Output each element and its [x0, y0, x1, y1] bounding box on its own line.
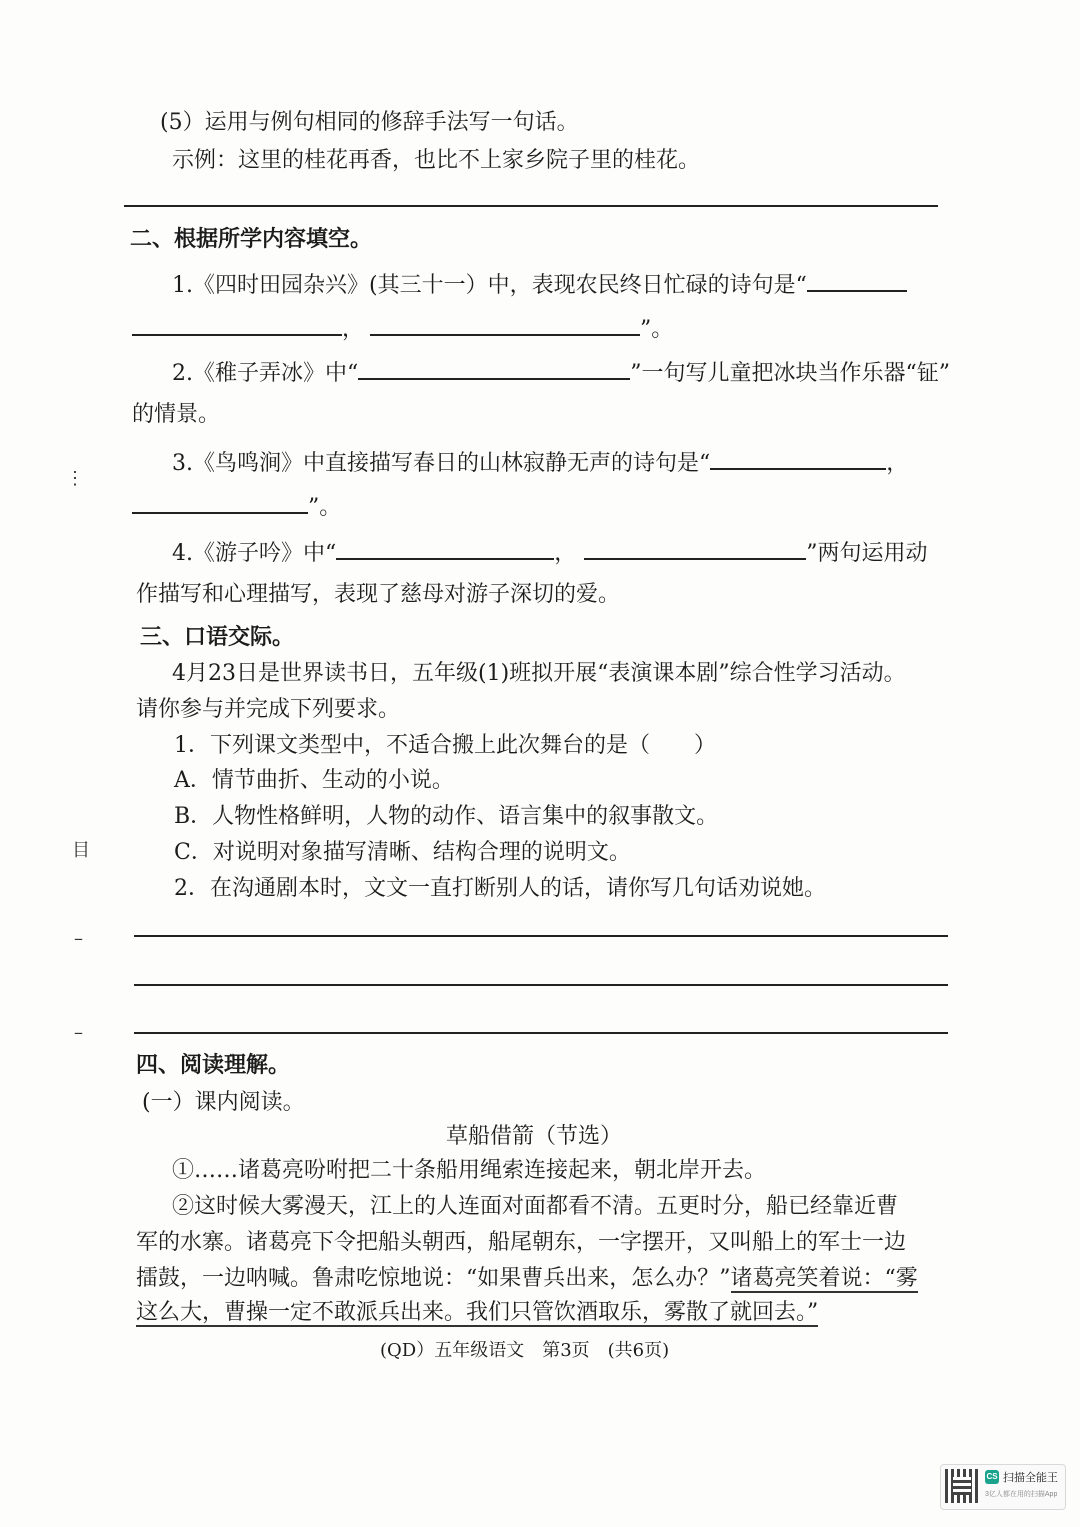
part2-q3-text [172, 446, 908, 479]
passage-paragraph-2-line-2: 军的水寨。诸葛亮下令把船头朝西，船尾朝东，一字摆开，又叫船上的军士一边 [136, 1230, 907, 1255]
passage-paragraph-2-line-4 [136, 1298, 818, 1328]
section-2-heading: 二、根据所学内容填空。 [130, 226, 373, 252]
part2-q1-text [172, 268, 907, 301]
part3-option-c: C．对说明对象描写清晰、结构合理的说明文。 [174, 840, 631, 865]
passage-title: 草船借箭（节选） [446, 1124, 623, 1149]
answer-line[interactable] [134, 935, 948, 937]
answer-line[interactable] [134, 984, 948, 986]
q3-prompt: 3.《鸟鸣涧》中直接描写春日的山林寂静无声的诗句是“ [172, 451, 711, 476]
q4-blank-1[interactable] [336, 536, 554, 560]
section-4-sub-heading: (一）课内阅读。 [142, 1090, 305, 1115]
q4-blank-2[interactable] [584, 536, 806, 560]
underlined-sentence: 诸葛亮笑着说：“雾 [730, 1266, 918, 1291]
q2-prompt-cont: ”一句写儿童把冰块当作乐器“钲” [630, 361, 950, 386]
passage-paragraph-2-line-3 [136, 1264, 918, 1294]
q4-prompt-cont: ”两句运用动 [806, 541, 928, 566]
q3-blank-2[interactable] [132, 490, 308, 514]
margin-dots: ⋮ [66, 468, 84, 489]
q3-blank-1[interactable] [710, 446, 886, 470]
q3-comma: ， [886, 451, 909, 476]
q1-end: ”。 [640, 317, 674, 342]
part3-q2: 2．在沟通剧本时，文文一直打断别人的话，请你写几句话劝说她。 [174, 876, 826, 901]
part2-q2-line2: 的情景。 [132, 402, 221, 427]
q2-blank[interactable] [358, 356, 630, 380]
part3-intro-2: 请你参与并完成下列要求。 [136, 697, 401, 722]
section-3-heading: 三、口语交际。 [140, 624, 295, 650]
q2-prompt: 2.《稚子弄冰》中“ [172, 361, 359, 386]
part2-q4-text [172, 536, 928, 569]
part3-intro-1: 4月23日是世界读书日，五年级(1)班拟开展“表演课本剧”综合性学习活动。 [172, 661, 906, 686]
q4-prompt: 4.《游子吟》中“ [172, 541, 337, 566]
passage-text: 擂鼓，一边呐喊。鲁肃吃惊地说：“如果曹兵出来，怎么办？” [136, 1266, 731, 1291]
q1-comma: ， [342, 317, 365, 342]
part3-q1: 1．下列课文类型中，不适合搬上此次舞台的是（ ） [174, 733, 716, 758]
answer-line[interactable] [124, 205, 938, 207]
q4-comma: ， [554, 541, 577, 566]
answer-line[interactable] [134, 1032, 948, 1034]
section-4-heading: 四、阅读理解。 [136, 1052, 291, 1078]
q1-blank-1[interactable] [807, 268, 907, 292]
part2-q1-line2 [132, 312, 673, 345]
question-5-example: 示例：这里的桂花再香，也比不上家乡院子里的桂花。 [172, 148, 701, 173]
camscanner-logo-icon: CS [985, 1470, 999, 1484]
q3-end: ”。 [308, 495, 342, 520]
page-footer: (QD）五年级语文 第3页 (共6页) [380, 1340, 670, 1361]
margin-dash: – [74, 928, 83, 949]
passage-paragraph-2-line-1: ②这时候大雾漫天，江上的人连面对面都看不清。五更时分，船已经靠近曹 [172, 1194, 899, 1219]
part2-q3-line2 [132, 490, 341, 523]
scanner-watermark [940, 1464, 1066, 1510]
underlined-sentence: 这么大，曹操一定不敢派兵出来。我们只管饮酒取乐，雾散了就回去。” [136, 1300, 819, 1325]
watermark-tagline: 3亿人都在用的扫描App [985, 1491, 1058, 1498]
part2-q4-line2: 作描写和心理描写，表现了慈母对游子深切的爱。 [136, 582, 621, 607]
q1-blank-2[interactable] [132, 312, 342, 336]
qr-code-icon [945, 1469, 979, 1503]
margin-char: 目 [72, 840, 90, 861]
passage-paragraph-1: ①……诸葛亮吩咐把二十条船用绳索连接起来，朝北岸开去。 [172, 1158, 767, 1183]
part2-q2-text [172, 356, 950, 389]
watermark-app-name: 扫描全能王 [1003, 1472, 1058, 1484]
q1-prompt: 1.《四时田园杂兴》(其三十一）中，表现农民终日忙碌的诗句是“ [172, 273, 807, 298]
margin-dash: – [74, 1022, 83, 1043]
question-5-prompt: (5）运用与例句相同的修辞手法写一句话。 [160, 110, 579, 135]
q1-blank-3[interactable] [370, 312, 640, 336]
part3-option-b: B．人物性格鲜明，人物的动作、语言集中的叙事散文。 [174, 804, 719, 829]
part3-option-a: A．情节曲折、生动的小说。 [174, 768, 454, 793]
